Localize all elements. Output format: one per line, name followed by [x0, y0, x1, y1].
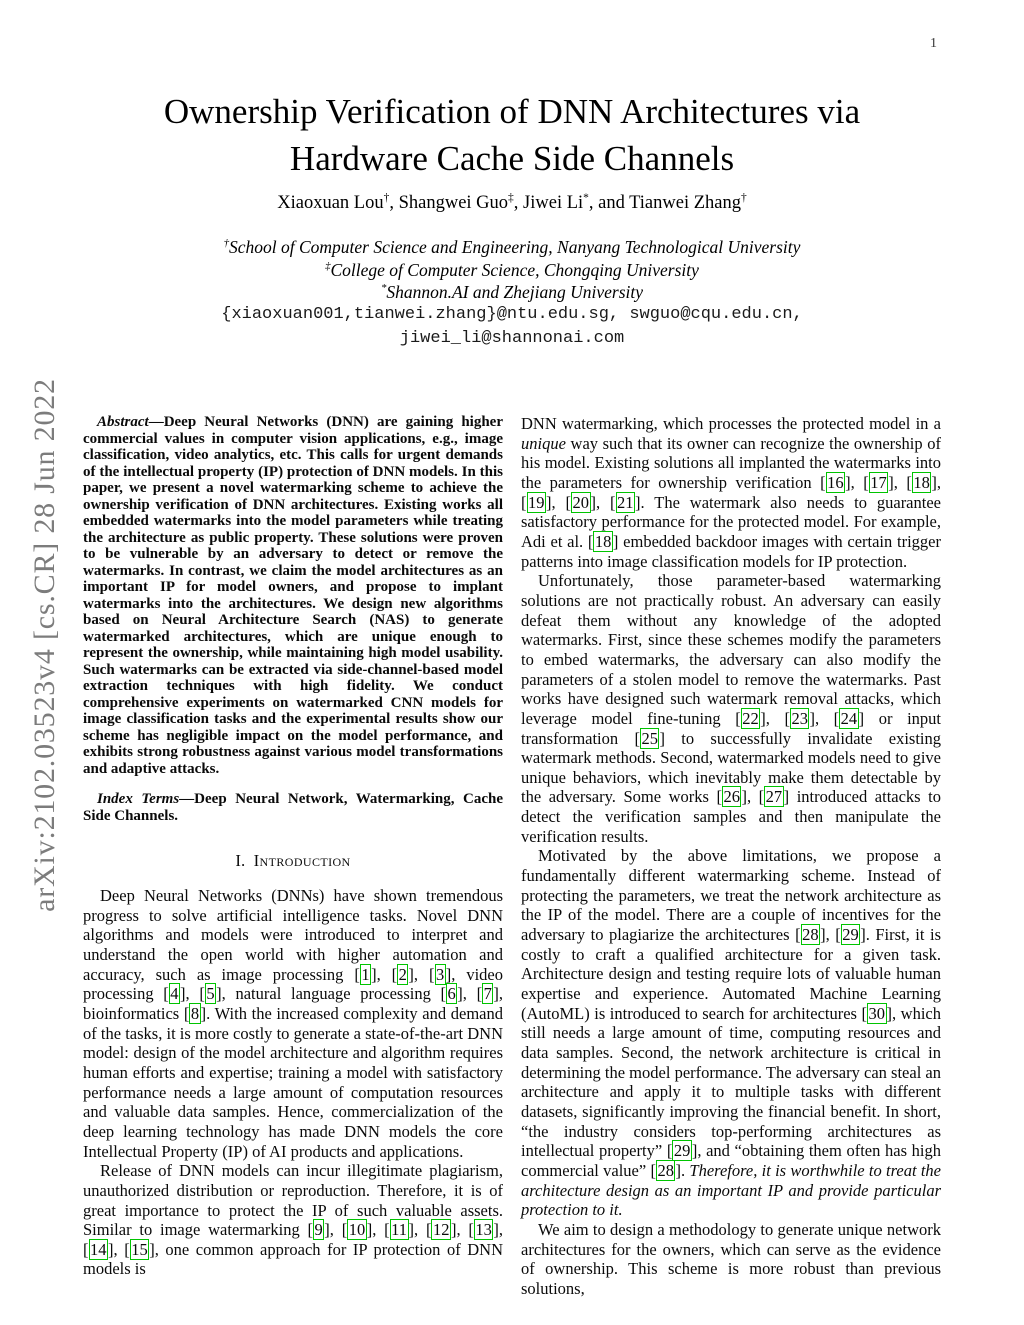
citation-link[interactable]: [16] — [820, 472, 851, 492]
citation-link[interactable]: [21] — [610, 492, 641, 512]
text-run: or input transformation — [521, 708, 942, 748]
superscript-marker: † — [383, 191, 390, 204]
text-run: {xiaoxuan001,tianwei.zhang}@ntu.edu.sg, swguo@cqu.edu.cn, — [221, 305, 803, 324]
text-run: Abstract — [97, 414, 149, 430]
paragraph — [83, 886, 503, 1161]
text-run: , — [551, 492, 566, 512]
abstract — [83, 414, 503, 777]
text-run: , — [936, 472, 942, 492]
paragraph — [521, 1220, 941, 1299]
text-run: Unfortunately, those parameter-based watermarking solutions are not practically robust. An adversary can easily defeat them without any knowledge of the adopted watermarks. First, since these schemes modify the parameters to embed watermarks, the adversary can also modify the parameters of a stolen model to remove the watermarks. Past works have designed such watermark removal attacks, which leverage model fine-tuning — [521, 571, 941, 728]
text-run: , — [185, 984, 200, 1004]
citation-link[interactable]: [2] — [391, 964, 414, 984]
text-run: to successfully invalidate existing watermark methods. Second, watermarked models need to give unique behaviors, which inevitably make them detectable by the adversary. Some works — [521, 728, 941, 807]
left-column — [83, 414, 503, 1299]
text-run: , and Tianwei Zhang — [588, 193, 741, 213]
citation-link[interactable]: [12] — [425, 1220, 457, 1240]
citation-link[interactable]: [29] — [835, 925, 866, 945]
text-run: , and “obtaining them often has high commercial value” — [521, 1141, 941, 1180]
superscript-marker: ‡ — [325, 259, 331, 272]
citation-link[interactable]: [19] — [521, 492, 552, 512]
text-run: , — [893, 472, 907, 492]
text-run: School of Computer Science and Engineering, Nanyang Technological University — [229, 237, 801, 257]
text-run: , Jiwei Li — [513, 193, 584, 213]
text-run: , — [329, 1220, 342, 1240]
text-run: . First, it is costly to craft a qualified architecture for a given task. Architecture design and testing require lots of valuable human expertise and experience. Automated Machine Learning (AutoML) is introduced to search for architectures — [521, 925, 941, 1023]
superscript-marker: * — [380, 282, 387, 295]
right-column — [521, 414, 941, 1299]
text-run: , — [372, 1220, 385, 1240]
text-run: , — [413, 964, 430, 984]
text-run: —Deep Neural Network, Watermarking, Cache Side Channels. — [83, 791, 503, 824]
citation-link[interactable]: [8] — [183, 1003, 207, 1023]
paragraph — [521, 846, 941, 1219]
citation-link[interactable]: [6] — [440, 984, 463, 1004]
citation-link[interactable]: [20] — [565, 492, 597, 512]
citation-link[interactable]: [25] — [634, 728, 665, 748]
citation-link[interactable]: [18] — [906, 472, 937, 492]
affiliation-line — [0, 281, 1024, 304]
text-run: , — [765, 708, 785, 728]
text-run: , which still needs a large amount of time, computing resources and data samples. Second, the network architecture is critical in determining the model performance. The adversary can steal an architecture and apply it to multiple tasks with different datasets, significantly improving the financial benefit. In short, “the industry considers top-performing architectures as intellectual property” — [521, 1003, 941, 1161]
text-run: , natural language processing — [221, 984, 441, 1004]
text-run: Introduction — [253, 851, 351, 870]
text-run: , — [746, 787, 759, 807]
text-run: —Deep Neural Networks (DNN) are gaining higher commercial values in computer vision applications, e.g., image classification, video analytics, etc. This calls for urgent demands of the intellectual property (IP) protection of DNN models. In this paper, we present a novel watermarking scheme to achieve the ownership verification of DNN architectures. Existing works all embedded watermarks into the model parameters while treating the architecture as public property. These solutions were proven to be vulnerable by an adversary to detect or remove the watermarks. In contrast, we claim the model architectures as an important IP for model owners, and propose to implant watermarks into the architectures. We design new algorithms based on Neural Architecture Search (NAS) to generate watermarked architectures, which are unique enough to represent the ownership, while maintaining high model usability. Such watermarks can be extracted via side-channel-based model extraction techniques with high fidelity. We conduct comprehensive experiments on watermarked CNN models for image classification tasks and the experimental results show our scheme has negligible impact on the model performance, and exhibits strong robustness against various model transformations and adaptive attacks. — [83, 414, 503, 777]
paragraph — [83, 1161, 503, 1279]
citation-link[interactable]: [4] — [163, 984, 186, 1004]
text-run: Release of DNN models can incur illegitimate plagiarism, unauthorized distribution or reproduction. Therefore, it is of great importance to protect the IP of such valuable assets. Similar to image watermarking — [83, 1161, 503, 1240]
citation-link[interactable]: [26] — [716, 787, 747, 807]
citation-link[interactable]: [13] — [468, 1220, 499, 1240]
citation-link[interactable]: [28] — [795, 925, 826, 945]
paragraph — [521, 571, 941, 846]
text-run: , Shangwei Guo — [389, 193, 509, 213]
text-run: We aim to design a methodology to generate unique network architectures for the owners, which can serve as the evidence of ownership. This scheme is more robust than previous solutions, — [521, 1219, 941, 1298]
text-run: . The watermark also needs to guarantee satisfactory performance for the protected model. For example, Adi et al. — [521, 492, 941, 551]
text-run: , bioinformatics — [83, 984, 503, 1023]
section-heading — [83, 851, 503, 871]
text-run: jiwei_li@shannonai.com — [399, 328, 625, 348]
text-run: , — [376, 964, 392, 984]
citation-link[interactable]: [28] — [650, 1160, 681, 1180]
citation-link[interactable]: [17] — [863, 472, 894, 492]
text-run: DNN watermarking, which processes the protected model in a — [521, 414, 941, 433]
text-run: , — [113, 1239, 125, 1259]
text-run: , video processing — [83, 964, 504, 1004]
affiliations-block — [0, 236, 1024, 304]
citation-link[interactable]: [23] — [784, 708, 815, 728]
text-run: I. — [235, 851, 254, 870]
superscript-marker: * — [583, 191, 589, 204]
citation-link[interactable]: [10] — [341, 1220, 373, 1240]
text-run: , — [850, 472, 864, 492]
text-run: Therefore, it is worthwhile to treat the architecture design as an important IP and provide particular protection to it. — [521, 1160, 941, 1220]
text-run: Motivated by the above limitations, we propose a fundamentally different watermarking scheme. Instead of protecting the parameters, we treat the network architecture as the IP of the model. There are a couple of incentives for the adversary to plagiarize the architectures — [521, 846, 941, 945]
text-run: , — [825, 925, 836, 945]
text-run: , — [498, 1220, 503, 1240]
text-run: way such that its owner can recognize the ownership of his model. Existing solutions all implanted the watermarks into the parameters for ownership verification — [521, 433, 941, 492]
text-run: , — [462, 984, 477, 1004]
citation-link[interactable]: [11] — [384, 1220, 415, 1240]
authors-line — [0, 193, 1024, 214]
page-number: 1 — [930, 36, 937, 51]
arxiv-watermark-banner: arXiv:2102.03523v4 [cs.CR] 28 Jun 2022 — [28, 378, 61, 912]
citation-link[interactable]: [18] — [587, 531, 619, 551]
paper-title — [0, 88, 1024, 182]
citation-link[interactable]: [30] — [861, 1003, 893, 1023]
email-line — [0, 303, 1024, 327]
paper-title-line2: Hardware Cache Side Channels — [289, 139, 735, 178]
text-run: , — [414, 1220, 426, 1240]
index-terms — [83, 791, 503, 824]
citation-link[interactable]: [24] — [833, 708, 865, 728]
paper-title-line1: Ownership Verification of DNN Architectures via — [163, 92, 861, 131]
text-run: . With the increased complexity and demand of the tasks, it is more costly to generate a state-of-the-art DNN model: design of the model architecture and algorithm requires human efforts and expertise; training a model with satisfactory performance needs a large amount of computation resources and valuable data samples. Hence, commercialization of the deep learning technology has made DNN models the core Intellectual Property (IP) of AI products and applications. — [83, 1003, 503, 1161]
citation-link[interactable]: [7] — [476, 984, 499, 1004]
superscript-marker: † — [741, 191, 747, 204]
emails-block — [0, 303, 1024, 350]
citation-link[interactable]: [1] — [354, 964, 377, 984]
citation-link[interactable]: [27] — [758, 787, 790, 807]
text-run: Deep Neural Networks (DNNs) have shown tremendous progress to solve artificial intelligence tasks. Novel DNN algorithms and models were introduced to interpret and understand the open world with higher automation and accuracy, such as image processing — [83, 886, 503, 984]
text-run: , one common approach for IP protection of DNN models is — [83, 1239, 503, 1279]
citation-link[interactable]: [22] — [735, 708, 766, 728]
citation-link[interactable]: [29] — [666, 1141, 698, 1161]
superscript-marker: ‡ — [508, 191, 514, 204]
paragraph — [521, 414, 941, 571]
text-run: , — [456, 1220, 469, 1240]
affiliation-line — [0, 236, 1024, 259]
text-run: unique — [521, 433, 566, 453]
text-run: , — [596, 492, 611, 512]
text-run: Xiaoxuan Lou — [277, 193, 384, 213]
text-run: embedded backdoor images with certain trigger patterns into image classification models for IP protection. — [521, 531, 941, 571]
text-run: , — [814, 708, 834, 728]
citation-link[interactable]: [15] — [124, 1239, 155, 1259]
email-line — [0, 327, 1024, 351]
citation-link[interactable]: [5] — [199, 984, 222, 1004]
citation-link[interactable]: [14] — [83, 1239, 114, 1259]
two-column-body — [83, 414, 941, 1299]
citation-link[interactable]: [3] — [429, 964, 452, 984]
affiliation-line — [0, 259, 1024, 282]
citation-link[interactable]: [9] — [307, 1220, 330, 1240]
superscript-marker: † — [223, 237, 229, 250]
text-run: Shannon.AI and Zhejiang University — [386, 282, 644, 303]
text-run: Index Terms — [97, 791, 180, 807]
text-run: . — [680, 1160, 690, 1180]
text-run: College of Computer Science, Chongqing University — [330, 259, 699, 280]
text-run: introduced attacks to detect the verification samples and then manipulate the verification results. — [521, 787, 941, 846]
